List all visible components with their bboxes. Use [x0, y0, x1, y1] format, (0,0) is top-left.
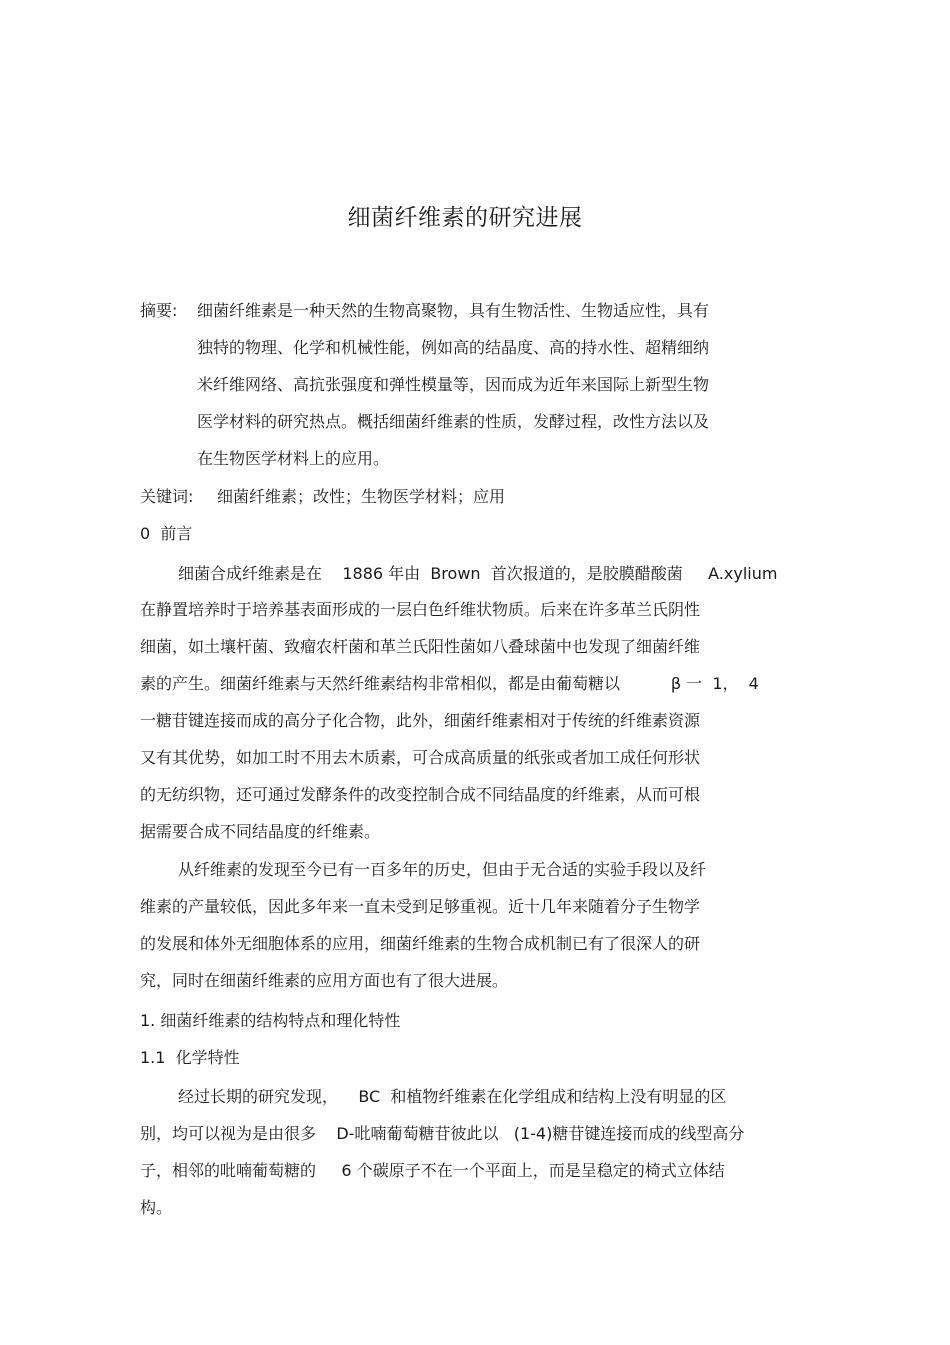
paragraph-line: 又有其优势，如加工时不用去木质素，可合成高质量的纸张或者加工成任何形状 [140, 748, 701, 767]
abstract-line: 在生物医学材料上的应用。 [197, 449, 390, 468]
section-heading: 1. 细菌纤维素的结构特点和理化特性 [140, 1011, 401, 1030]
paragraph-line: 的无纺织物，还可通过发酵条件的改变控制合成不同结晶度的纤维素，从而可根 [140, 785, 701, 804]
paragraph-line: 细菌，如土壤杆菌、致瘤农杆菌和革兰氏阳性菌如八叠球菌中也发现了细菌纤维 [140, 637, 701, 656]
paragraph-line: 构。 [140, 1198, 173, 1217]
keywords-label: 关键词: [140, 487, 194, 506]
abstract-line: 细菌纤维素是一种天然的生物高聚物，具有生物活性、生物适应性，具有 [197, 301, 710, 320]
paragraph-line: 的发展和体外无细胞体系的应用，细菌纤维素的生物合成机制已有了很深人的研 [140, 934, 701, 953]
document-title: 细菌纤维素的研究进展 [347, 205, 583, 231]
keywords-text: 细菌纤维素；改性；生物医学材料；应用 [217, 487, 506, 506]
paragraph-line: 据需要合成不同结晶度的纤维素。 [140, 822, 381, 841]
paragraph-line: 别，均可以视为是由很多 D-吡喃葡萄糖苷彼此以 (1-4)糖苷键连接而成的线型高分 [140, 1124, 745, 1143]
paragraph-line: 维素的产量较低，因此多年来一直未受到足够重视。近十几年来随着分子生物学 [140, 897, 701, 916]
section-heading: 0 前言 [140, 524, 193, 543]
subsection-heading: 1.1 化学特性 [140, 1048, 240, 1067]
abstract-line: 医学材料的研究热点。概括细菌纤维素的性质，发酵过程，改性方法以及 [197, 412, 710, 431]
paragraph-line: 细菌合成纤维素是在 1886 年由 Brown 首次报道的，是胶膜醋酸菌 A.xylium [178, 564, 778, 583]
paragraph-line: 从纤维素的发现至今已有一百多年的历史，但由于无合适的实验手段以及纤 [178, 860, 707, 879]
paragraph-line: 究，同时在细菌纤维素的应用方面也有了很大进展。 [140, 971, 509, 990]
paragraph-line: 在静置培养时于培养基表面形成的一层白色纤维状物质。后来在许多革兰氏阴性 [140, 600, 701, 619]
paragraph-line: 经过长期的研究发现， BC 和植物纤维素在化学组成和结构上没有明显的区 [178, 1087, 727, 1106]
abstract-label: 摘要: [140, 301, 178, 320]
paragraph-line: 素的产生。细菌纤维素与天然纤维素结构非常相似，都是由葡萄糖以 β 一 1， 4 [140, 674, 759, 693]
paragraph-line: 子，相邻的吡喃葡萄糖的 6 个碳原子不在一个平面上，而是呈稳定的椅式立体结 [140, 1161, 725, 1180]
abstract-line: 独特的物理、化学和机械性能，例如高的结晶度、高的持水性、超精细纳 [197, 338, 710, 357]
abstract-line: 米纤维网络、高抗张强度和弹性模量等，因而成为近年来国际上新型生物 [197, 375, 710, 394]
paragraph-line: 一糖苷键连接而成的高分子化合物，此外，细菌纤维素相对于传统的纤维素资源 [140, 711, 701, 730]
